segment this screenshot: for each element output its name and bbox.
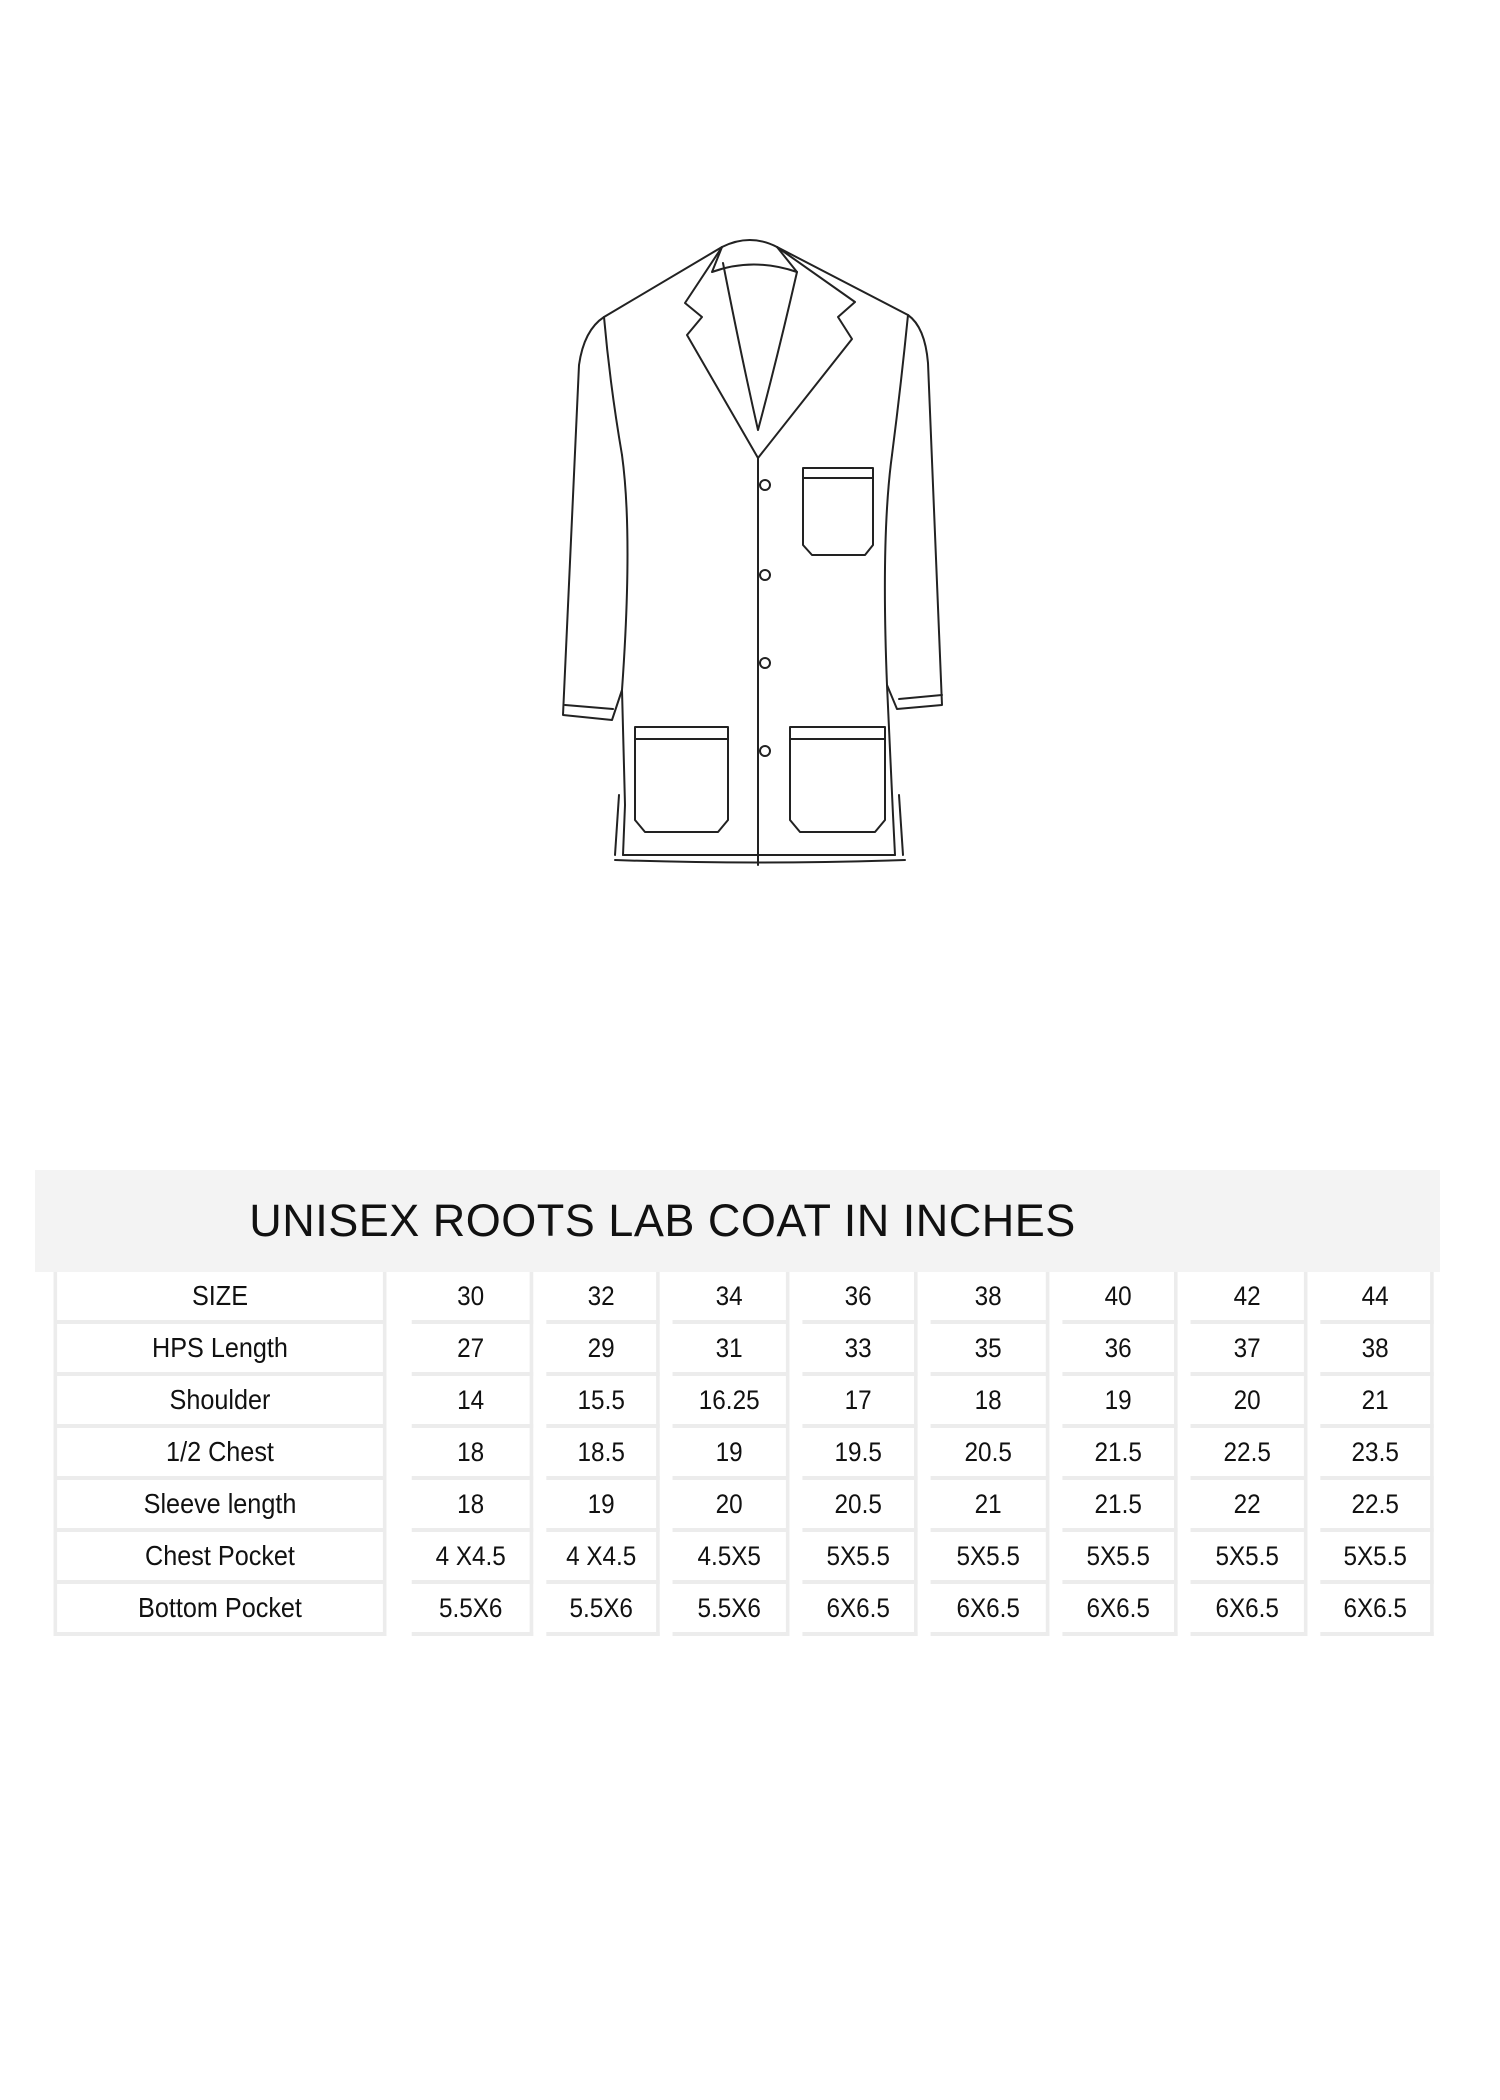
table-cell: 5X5.5: [1191, 1532, 1308, 1584]
coat-right-bottom-pocket: [790, 727, 885, 832]
coat-left-armhole: [604, 317, 622, 455]
row-label: SIZE: [54, 1272, 387, 1324]
table-cell: 6X6.5: [1062, 1584, 1177, 1636]
table-cell: 4 X4.5: [412, 1532, 534, 1584]
table-row: [35, 1480, 1440, 1532]
coat-left-side: [622, 455, 628, 855]
table-cell: 19: [1062, 1376, 1177, 1428]
coat-left-lapel: [685, 247, 758, 458]
table-cell: 30: [412, 1272, 534, 1324]
table-cell: 19: [673, 1428, 790, 1480]
table-cell: 36: [1062, 1324, 1177, 1376]
coat-right-lapel: [758, 247, 855, 458]
table-cell: 22.5: [1191, 1428, 1308, 1480]
table-cell: 15.5: [546, 1376, 659, 1428]
table-row: [35, 1532, 1440, 1584]
table-cell: 21: [931, 1480, 1050, 1532]
size-chart: [35, 1170, 1440, 1636]
table-row: [35, 1428, 1440, 1480]
coat-left-bottom-pocket: [635, 727, 728, 832]
table-cell: 23.5: [1320, 1428, 1433, 1480]
table-cell: 44: [1320, 1272, 1433, 1324]
table-cell: 18: [412, 1480, 534, 1532]
table-cell: 20.5: [931, 1428, 1050, 1480]
coat-button: [760, 570, 770, 580]
table-cell: 19.5: [802, 1428, 917, 1480]
table-cell: 5.5X6: [546, 1584, 659, 1636]
table-cell: 29: [546, 1324, 659, 1376]
table-cell: 38: [931, 1272, 1050, 1324]
table-cell: 5X5.5: [802, 1532, 917, 1584]
table-cell: 17: [802, 1376, 917, 1428]
table-cell: 5.5X6: [673, 1584, 790, 1636]
table-cell: 16.25: [673, 1376, 790, 1428]
coat-hem: [615, 860, 905, 863]
table-cell: 18.5: [546, 1428, 659, 1480]
size-chart-title: UNISEX ROOTS LAB COAT IN INCHES: [35, 1170, 1440, 1272]
coat-left-vent: [615, 795, 619, 855]
table-cell: 21.5: [1062, 1428, 1177, 1480]
table-row: [35, 1324, 1440, 1376]
table-row: [35, 1272, 1440, 1324]
row-label: HPS Length: [54, 1324, 387, 1376]
coat-right-armhole: [892, 315, 908, 455]
table-cell: 5.5X6: [412, 1584, 534, 1636]
table-cell: 18: [931, 1376, 1050, 1428]
coat-left-sleeve: [563, 247, 722, 720]
table-cell: 4 X4.5: [546, 1532, 659, 1584]
table-cell: 19: [546, 1480, 659, 1532]
lab-coat-icon: [515, 235, 995, 965]
coat-button: [760, 658, 770, 668]
table-cell: 35: [931, 1324, 1050, 1376]
row-label: Shoulder: [54, 1376, 387, 1428]
table-cell: 21.5: [1062, 1480, 1177, 1532]
coat-left-cuff: [565, 705, 613, 709]
table-cell: 20: [1191, 1376, 1308, 1428]
coat-neckline: [723, 263, 797, 430]
table-cell: 20: [673, 1480, 790, 1532]
table-cell: 31: [673, 1324, 790, 1376]
coat-button: [760, 480, 770, 490]
size-chart-table: [35, 1272, 1440, 1636]
coat-chest-pocket: [803, 468, 873, 555]
table-cell: 6X6.5: [1191, 1584, 1308, 1636]
coat-button: [760, 746, 770, 756]
table-cell: 6X6.5: [931, 1584, 1050, 1636]
table-row: [35, 1376, 1440, 1428]
table-cell: 5X5.5: [931, 1532, 1050, 1584]
table-cell: 37: [1191, 1324, 1308, 1376]
table-cell: 34: [673, 1272, 790, 1324]
table-cell: 27: [412, 1324, 534, 1376]
table-cell: 32: [546, 1272, 659, 1324]
table-cell: 22.5: [1320, 1480, 1433, 1532]
table-cell: 5X5.5: [1320, 1532, 1433, 1584]
table-cell: 18: [412, 1428, 534, 1480]
row-label: Bottom Pocket: [54, 1584, 387, 1636]
coat-right-side: [885, 455, 895, 855]
table-cell: 6X6.5: [1320, 1584, 1433, 1636]
table-cell: 33: [802, 1324, 917, 1376]
lab-coat-illustration: [515, 235, 995, 965]
table-cell: 22: [1191, 1480, 1308, 1532]
table-cell: 40: [1062, 1272, 1177, 1324]
table-cell: 42: [1191, 1272, 1308, 1324]
row-label: 1/2 Chest: [54, 1428, 387, 1480]
table-cell: 4.5X5: [673, 1532, 790, 1584]
table-cell: 5X5.5: [1062, 1532, 1177, 1584]
table-cell: 36: [802, 1272, 917, 1324]
coat-right-vent: [899, 795, 903, 855]
coat-right-cuff: [899, 695, 942, 699]
table-cell: 38: [1320, 1324, 1433, 1376]
table-cell: 20.5: [802, 1480, 917, 1532]
table-cell: 21: [1320, 1376, 1433, 1428]
row-label: Sleeve length: [54, 1480, 387, 1532]
row-label: Chest Pocket: [54, 1532, 387, 1584]
table-cell: 14: [412, 1376, 534, 1428]
table-row: [35, 1584, 1440, 1636]
table-cell: 6X6.5: [802, 1584, 917, 1636]
